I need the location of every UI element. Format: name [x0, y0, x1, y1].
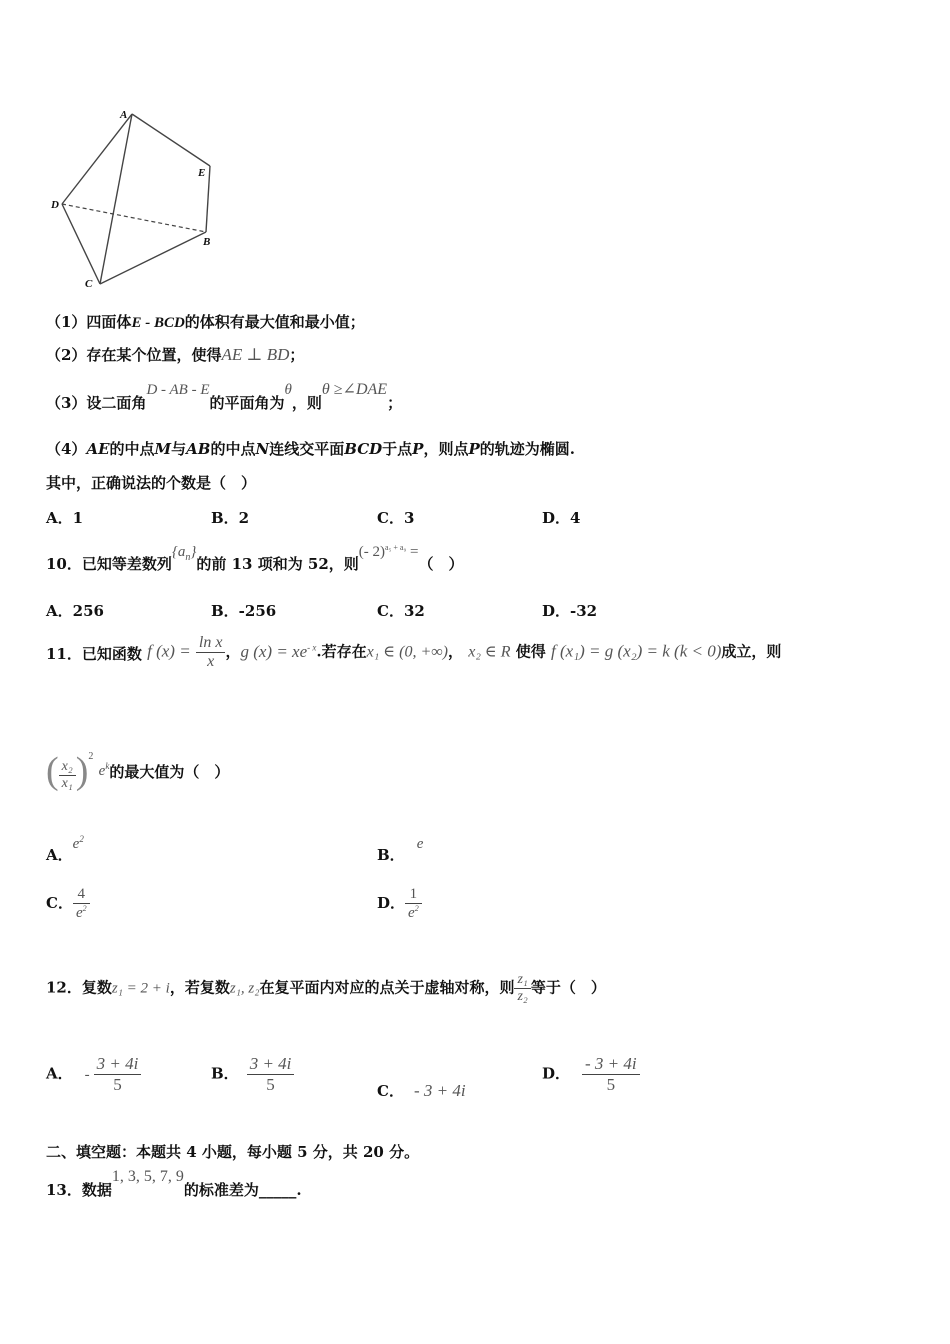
q9-statement-4: （4）AE的中点M与AB的中点N连线交平面BCD于点P，则点P的轨迹为椭圆. — [46, 440, 575, 458]
q12-option-d[interactable]: D． $\frac{- 3 + 4i}{5}$ — [542, 1054, 640, 1095]
q12-option-a[interactable]: A． - $\frac{3 + 4i}{5}$ — [46, 1054, 141, 1095]
label-e: E — [198, 167, 206, 179]
q9-option-d[interactable]: D．4 — [542, 509, 581, 527]
q11-stem: 11．已知函数 f (x) = $\frac{\text{ln x}}{x}$ ，g $(x) = xe^{- x}$.若存在x₁ ∈ (0, +∞)， x₂ ∈ R 使得 f (x₁) = g (x₂) = k (k < 0)成立，则 — [46, 634, 782, 670]
edge-eb — [206, 166, 210, 232]
q11-option-c[interactable]: C． $\frac{4}{e^2}$ — [46, 886, 90, 922]
q12-option-b[interactable]: B． $\frac{3 + 4i}{5}$ — [211, 1054, 294, 1095]
q11-option-d[interactable]: D． $\frac{1}{e^2}$ — [377, 886, 422, 922]
edge-ad — [62, 114, 132, 204]
q10-option-a[interactable]: A．256 — [46, 602, 104, 620]
edge-db-dashed — [62, 204, 206, 232]
edge-cb — [100, 232, 206, 284]
label-c: C — [85, 278, 93, 290]
tetrahedron-figure — [40, 100, 230, 300]
q9-statement-3: （3）设二面角D - AB - E的平面角为θ，则θ ≥∠DAE； — [46, 381, 403, 412]
label-d: D — [51, 199, 59, 211]
q13-stem: 13．数据1, 3, 5, 7, 9的标准差为_____. — [46, 1168, 302, 1199]
q10-option-d[interactable]: D．-32 — [542, 602, 598, 620]
q12-option-c[interactable]: C． - 3 + 4i — [377, 1081, 466, 1100]
q12-stem: 12．复数z₁ = 2 + i，若复数z₁, z₂在复平面内对应的点关于虚轴对称，则 $\frac{\text{z₁}}{\text{z₂}}$ 等于（ ） — [46, 972, 606, 1004]
q10-option-c[interactable]: C．32 — [377, 602, 425, 620]
q11-target-expr: ( $\frac{\text{x₂}}{\text{x₁}}$ )$^2$ $e^k$的最大值为（ ） — [46, 750, 230, 792]
q11-option-b[interactable]: B．e — [377, 836, 424, 864]
q9-option-b[interactable]: B．2 — [211, 509, 250, 527]
q9-option-a[interactable]: A．1 — [46, 509, 84, 527]
q9-prompt: 其中，正确说法的个数是（ ） — [46, 474, 257, 492]
edge-dc — [62, 204, 100, 284]
q9-statement-2: （2）存在某个位置，使得AE ⊥ BD； — [46, 345, 305, 364]
section-heading-fill-in: 二、填空题：本题共 4 小题，每小题 5 分，共 20 分。 — [46, 1143, 420, 1161]
q10-option-b[interactable]: B．-256 — [211, 602, 277, 620]
q11-option-a[interactable]: A．$e^2$ — [46, 834, 84, 864]
edge-ae — [132, 114, 210, 166]
edge-ac — [100, 114, 132, 284]
label-b: B — [203, 236, 211, 248]
q9-statement-1: （1）四面体E - BCD的体积有最大值和最小值； — [46, 313, 365, 331]
q9-option-c[interactable]: C．3 — [377, 509, 415, 527]
label-a: A — [120, 109, 128, 121]
q10-stem: 10．已知等差数列$\{a_n\}$的前 13 项和为 52，则(- 2)$^{a_5 + a_9}$ =（ ） — [46, 543, 464, 573]
